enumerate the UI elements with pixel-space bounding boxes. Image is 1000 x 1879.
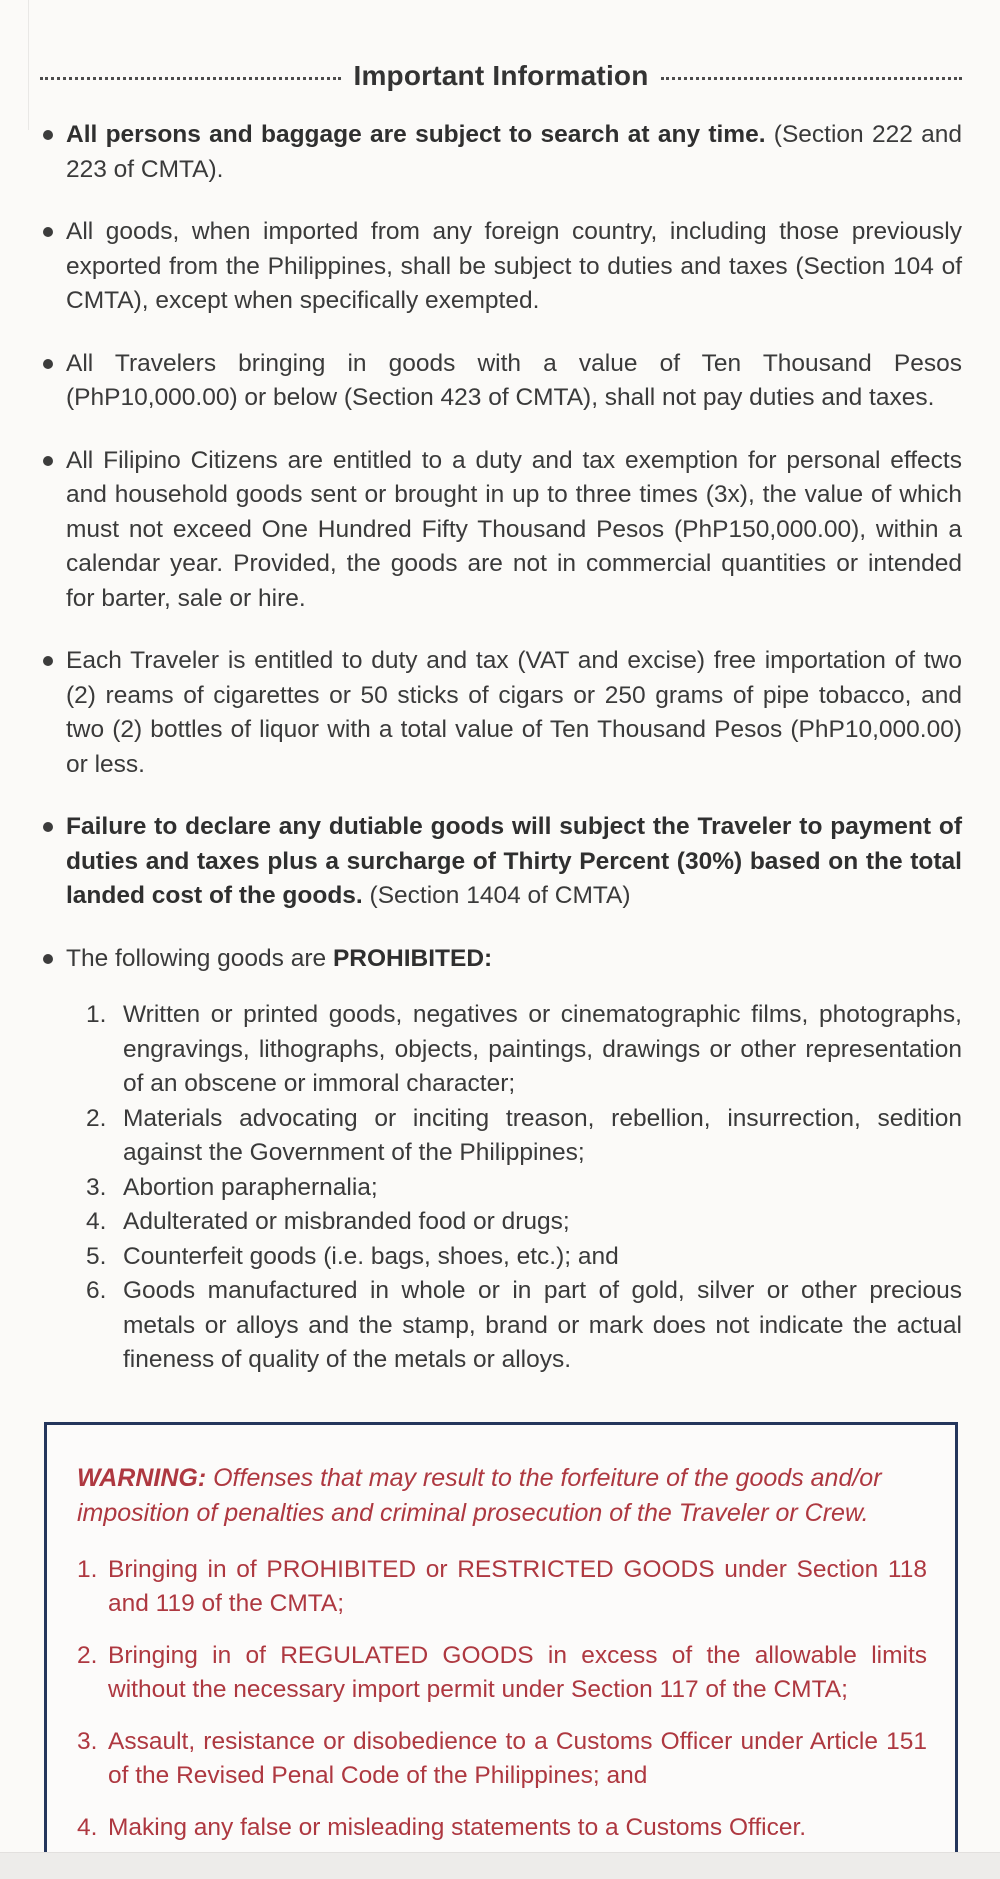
warning-box: [44, 1422, 958, 1874]
list-item: [86, 1171, 962, 1206]
bullet-text-regular: (Section 222 and 223 of CMTA).: [66, 121, 962, 183]
bullet-text: [66, 942, 962, 977]
dotted-rule-left: [40, 77, 341, 80]
list-item-text: Adulterated or misbranded food or drugs;: [123, 1208, 570, 1235]
list-item-text: Goods manufactured in whole or in part of gold, silver or other precious metals or alloys and the stamp, brand or mark does not indicate the actual fineness of quality of the metals or alloys.: [123, 1277, 962, 1373]
bullet-text-regular: The following goods are: [66, 944, 333, 972]
bullet-icon: [43, 954, 53, 964]
list-item: [86, 1205, 962, 1240]
bullet-text-regular: All goods, when imported from any foreign country, including those previously exported from the Philippines, shall be subject to duties and taxes (Section 104 of CMTA), except when specifically exempted.: [66, 218, 962, 314]
list-item: [86, 1240, 962, 1275]
bullet-text-regular: All Travelers bringing in goods with a value of Ten Thousand Pesos (PhP10,000.00) or below (Section 423 of CMTA), shall not pay duties and taxes.: [66, 349, 962, 411]
list-item-number: 3.: [86, 1173, 107, 1201]
list-item: [86, 1274, 962, 1378]
bullet-tobacco-liquor-allowance: [40, 644, 962, 782]
warning-title: [77, 1461, 927, 1531]
list-item-text: Bringing in of PROHIBITED or RESTRICTED GOODS under Section 118 and 119 of the CMTA;: [108, 1555, 927, 1617]
list-item-number: 2.: [77, 1641, 98, 1669]
page-title: Important Information: [353, 60, 649, 91]
list-item: [77, 1553, 927, 1621]
list-item: [86, 1102, 962, 1171]
dotted-rule-right: [661, 77, 962, 80]
bullet-icon: [43, 359, 53, 369]
bullet-text: [66, 347, 962, 416]
list-item-number: 4.: [77, 1813, 98, 1841]
bullet-icon: [43, 130, 53, 140]
list-item: [86, 998, 962, 1102]
list-item-number: 6.: [86, 1277, 107, 1304]
list-item: [77, 1639, 927, 1707]
bullet-text: [66, 215, 962, 319]
list-item-text: Abortion paraphernalia;: [123, 1173, 378, 1201]
bullet-text-bold: All persons and baggage are subject to search at any time.: [66, 121, 766, 148]
bullet-search-notice: [40, 118, 962, 187]
bullet-failure-to-declare: [40, 810, 962, 914]
bullet-icon: [43, 822, 53, 832]
list-item-number: 5.: [86, 1242, 107, 1270]
warning-label: WARNING:: [77, 1463, 207, 1492]
scan-bottom-edge: [0, 1852, 1000, 1879]
bullet-text-bold: PROHIBITED:: [332, 944, 493, 972]
prohibited-goods-list: [86, 998, 962, 1378]
bullet-text-regular: All Filipino Citizens are entitled to a duty and tax exemption for personal effects and household goods sent or brought in up to three times (3x), the value of which must not exceed One Hundred Fifty Thousand Pesos (PhP150,000.00), within a calendar year. Provided, the goods are not in commercial quantities or intended for barter, sale or hire.: [66, 446, 962, 612]
heading-row: [40, 60, 962, 92]
bullet-text-regular: Each Traveler is entitled to duty and tax (VAT and excise) free importation of two (2) reams of cigarettes or 50 sticks of cigars or 250 grams of pipe tobacco, and two (2) bottles of liquor with a total value of Ten Thousand Pesos (PhP10,000.00) or less.: [66, 647, 962, 778]
list-item-number: 1.: [86, 1001, 107, 1028]
scan-fold-line: [28, 0, 29, 130]
list-item-text: Counterfeit goods (i.e. bags, shoes, etc.); and: [123, 1242, 619, 1270]
list-item-number: 1.: [77, 1555, 98, 1583]
list-item-number: 4.: [86, 1208, 107, 1235]
bullet-prohibited-intro: [40, 942, 962, 977]
list-item-number: 2.: [86, 1104, 107, 1132]
bullet-icon: [43, 456, 53, 466]
bullet-text: [66, 810, 962, 914]
list-item-text: Materials advocating or inciting treason, rebellion, insurrection, sedition against the Government of the Philippines;: [123, 1104, 962, 1166]
warning-intro-text: Offenses that may result to the forfeiture of the goods and/or imposition of penalties and criminal prosecution of the Traveler or Crew.: [77, 1463, 882, 1527]
bullet-filipino-citizens-exemption: [40, 444, 962, 617]
bullet-text-regular: (Section 1404 of CMTA): [362, 882, 631, 909]
bullet-imported-goods: [40, 215, 962, 319]
bullet-text-bold: Failure to declare any dutiable goods will subject the Traveler to payment of duties and taxes plus a surcharge of Thirty Percent (30%) based on the total landed cost of the goods.: [66, 813, 962, 909]
list-item-text: Written or printed goods, negatives or cinematographic films, photographs, engravings, lithographs, objects, paintings, drawings or other representation of an obscene or immoral character;: [123, 1001, 962, 1097]
warning-offenses-list: [77, 1553, 927, 1845]
list-item: [77, 1811, 927, 1845]
list-item-text: Making any false or misleading statements to a Customs Officer.: [108, 1813, 807, 1841]
bullet-text: [66, 644, 962, 782]
bullet-ten-thousand-exemption: [40, 347, 962, 416]
bullet-text: [66, 444, 962, 617]
bullet-icon: [43, 656, 53, 666]
bullet-icon: [43, 227, 53, 237]
list-item: [77, 1725, 927, 1793]
bullet-text: [66, 118, 962, 187]
list-item-text: Bringing in of REGULATED GOODS in excess of the allowable limits without the necessary import permit under Section 117 of the CMTA;: [108, 1641, 927, 1703]
list-item-text: Assault, resistance or disobedience to a Customs Officer under Article 151 of the Revised Penal Code of the Philippines; and: [108, 1727, 927, 1789]
list-item-number: 3.: [77, 1727, 98, 1755]
